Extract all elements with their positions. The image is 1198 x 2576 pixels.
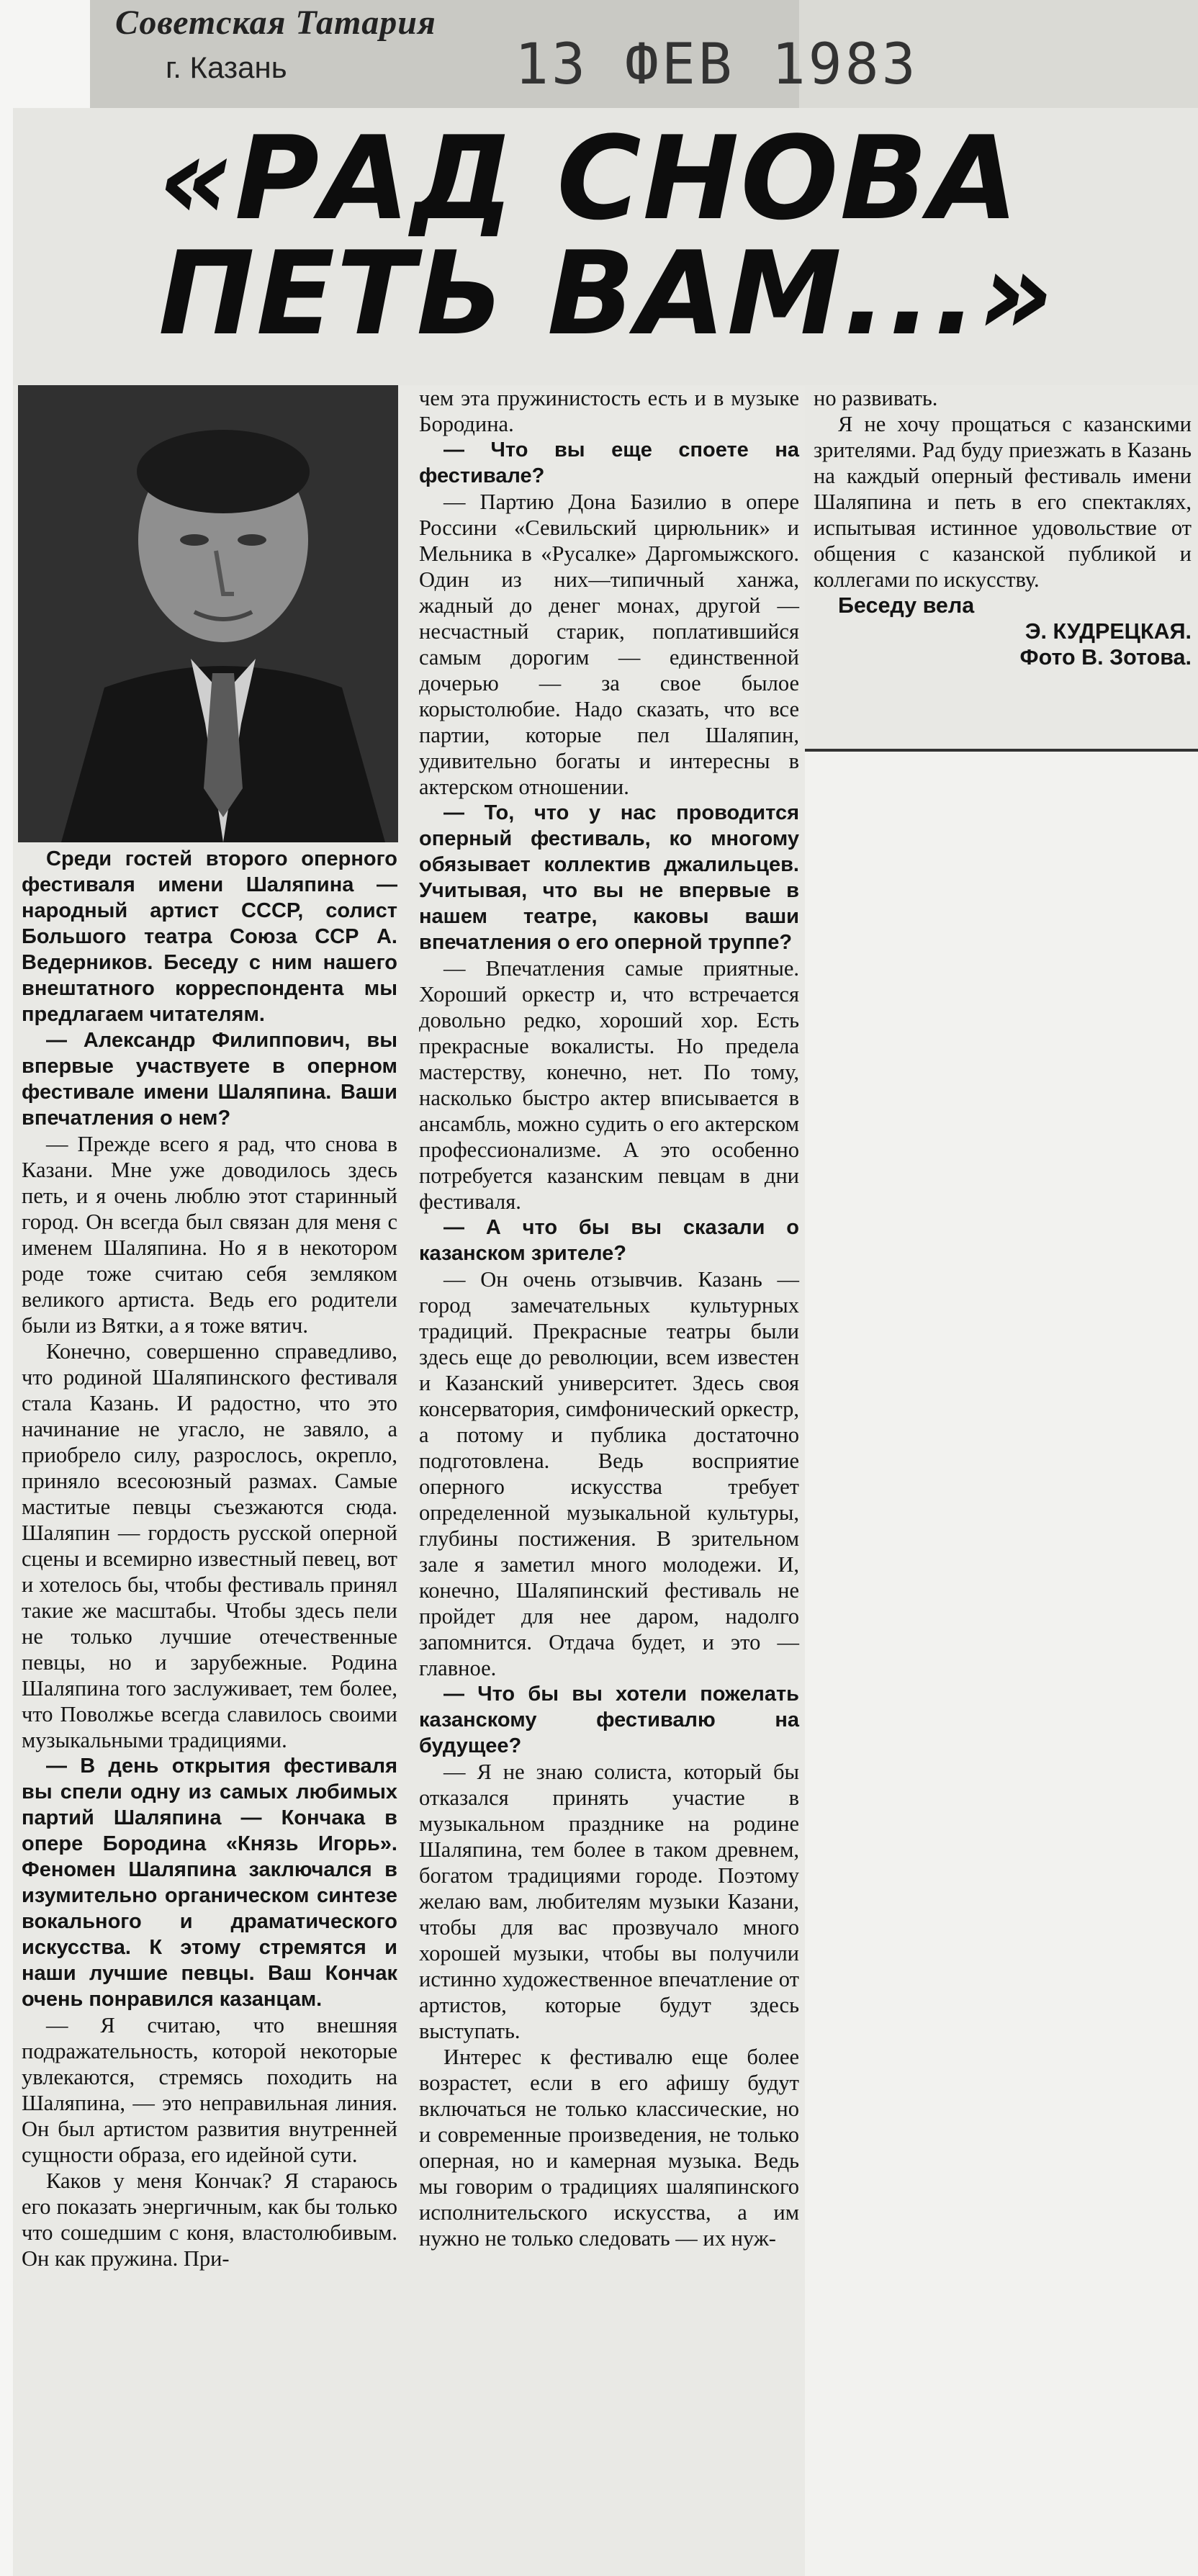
newspaper-name: Советская Татария <box>115 4 436 42</box>
interview-question: — В день открытия фестиваля вы спели одну из самых любимых партий Шаляпина — Кончака в опере Бородина «Князь Игорь». Феномен Шаляпина заключался в изумительно органическом синтезе вокального и драматического искусства. К этому стремятся и наши лучшие певцы. Ваш Кончак очень понравился казанцам. <box>22 1755 397 2011</box>
interview-question: — То, что у нас проводится оперный фестиваль, ко многому обязывает коллектив джалильцев. Учитывая, что вы не впервые в нашем театре, каковы ваши впечатления о его оперной труппе? <box>419 801 799 954</box>
newspaper-city: г. Казань <box>166 50 287 84</box>
answer-paragraph: — Впечатления самые приятные. Хороший оркестр и, что встречается довольно редко, хороший хор. Есть прекрасные вокалисты. Но предела мастерству, конечно, нет. По тому, насколько быстро актер вписывается в ансамбль, можно судить о его актерском профессионализме. А это особенно потребуется казанским певцам в дни фестиваля. <box>419 956 799 1214</box>
interview-question: — А что бы вы сказали о казанском зрителе? <box>419 1216 799 1265</box>
answer-paragraph: — Я считаю, что внешняя подражательность, которой некоторые увлекаются, стремясь походить на Шаляпина, — это неправильная линия. Он был артистом развития внутренней сущности образа, его идейной сути. <box>22 2013 397 2167</box>
blank-paper-area <box>805 752 1198 2576</box>
portrait-photo <box>18 385 398 842</box>
answer-paragraph: Конечно, совершенно справедливо, что родиной Шаляпинского фестиваля стала Казань. И радостно, что это начинание не угасло, не завяло, а приобрело силу, разрослось, окрепло, приняло всесоюзный размах. Самые маститые певцы съезжаются сюда. Шаляпин — гордость русской оперной сцены и всемирно известный певец, вот и хотелось бы, чтобы фестиваль принял такие же масштабы. Чтобы здесь пели не только лучшие отечественные певцы, но и зарубежные. Родина Шаляпина того заслуживает, тем более, что Поволжье всегда славилось своими музыкальными традициями. <box>22 1339 397 1752</box>
answer-paragraph: чем эта пружинистость есть и в музыке Бородина. <box>419 386 799 436</box>
article-headline: «РАД СНОВА ПЕТЬ ВАМ...» <box>158 111 1055 361</box>
byline-author: Э. КУДРЕЦКАЯ. <box>1024 619 1192 644</box>
answer-paragraph: но развивать. <box>814 386 938 410</box>
date-stamp: 13 ФЕВ 1983 <box>515 32 919 97</box>
article-lead: Среди гостей второго оперного фестиваля имени Шаляпина — народный артист СССР, солист Большого театра Союза ССР А. Ведерников. Беседу с ним нашего внештатного корреспондента мы предлагаем читателям. <box>22 847 397 1026</box>
portrait-photo-icon <box>18 385 398 842</box>
answer-paragraph: — Партию Дона Базилио в опере Россини «Севильский цирюльник» и Мельника в «Русалке» Даргомыжского. Один из них—типичный ханжа, жадный до денег монах, другой — несчастный старик, поплатившийся самым дорогим — единственной дочерью — за свое былое корыстолюбие. Надо сказать, что все партии, которые пел Шаляпин, удивительно богаты и интересны в актерском отношении. <box>419 490 799 799</box>
answer-paragraph: — Он очень отзывчив. Казань — город замечательных культурных традиций. Прекрасные театры были здесь еще до революции, всем известен и Казанский университет. Здесь своя консерватория, симфонический оркестр, а потому и публика достаточно подготовлена. Ведь восприятие оперного искусства требует определенной музыкальной культуры, глубины постижения. В зрительном зале я заметил много молодежи. И, конечно, Шаляпинский фестиваль не пройдет для нее даром, надолго запомнится. Отдача будет, и это — главное. <box>419 1267 799 1680</box>
interview-question: — Что бы вы хотели пожелать казанскому фестивалю на будущее? <box>419 1683 799 1757</box>
article-column-2 <box>419 385 799 2251</box>
column-end-rule <box>805 749 1198 752</box>
interview-question: — Что вы еще споете на фестивале? <box>419 438 799 487</box>
answer-paragraph: — Прежде всего я рад, что снова в Казани. Мне уже доводилось здесь петь, и я очень люблю этот старинный город. Он всегда был связан для меня с именем Шаляпина. Но я в некотором роде тоже считаю себя земляком великого артиста. Ведь его родители были из Вятки, а я тоже вятич. <box>22 1132 397 1338</box>
answer-paragraph: Каков у меня Кончак? Я стараюсь его показать энергичным, как бы только что сошедшим с коня, властолюбивым. Он как пружина. При- <box>22 2169 397 2271</box>
answer-paragraph: Интерес к фестивалю еще более возрастет, если в его афишу будут включаться не только классические, но и современные произведения, не только оперная, но и камерная музыка. Ведь мы говорим о традициях шаляпинского исполнительского искусства, а им нужно не только следовать — их нуж- <box>419 2045 799 2251</box>
answer-paragraph: Я не хочу прощаться с казанскими зрителями. Рад буду приезжать в Казань на каждый оперный фестиваль имени Шаляпина и петь в его спектаклях, испытывая истинное удовольствие от общения с казанской публикой и коллегами по искусству. <box>814 412 1192 592</box>
article-column-1 <box>22 846 397 2271</box>
photo-credit: Фото В. Зотова. <box>1019 645 1192 670</box>
article-column-3 <box>814 385 1192 670</box>
interview-question: — Александр Филиппович, вы впервые участвуете в оперном фестивале имени Шаляпина. Ваши впечатления о нем? <box>22 1029 397 1130</box>
byline-interviewer: Беседу вела <box>838 593 975 618</box>
answer-paragraph: — Я не знаю солиста, который бы отказался принять участие в музыкальном празднике на родине Шаляпина, тем более в таком древнем, богатом традициями городе. Поэтому желаю вам, любителям музыки Казани, чтобы для вас прозвучало много хорошей музыки, чтобы вы получили истинно художественное впечатление от артистов, которые будут здесь выступать. <box>419 1760 799 2043</box>
